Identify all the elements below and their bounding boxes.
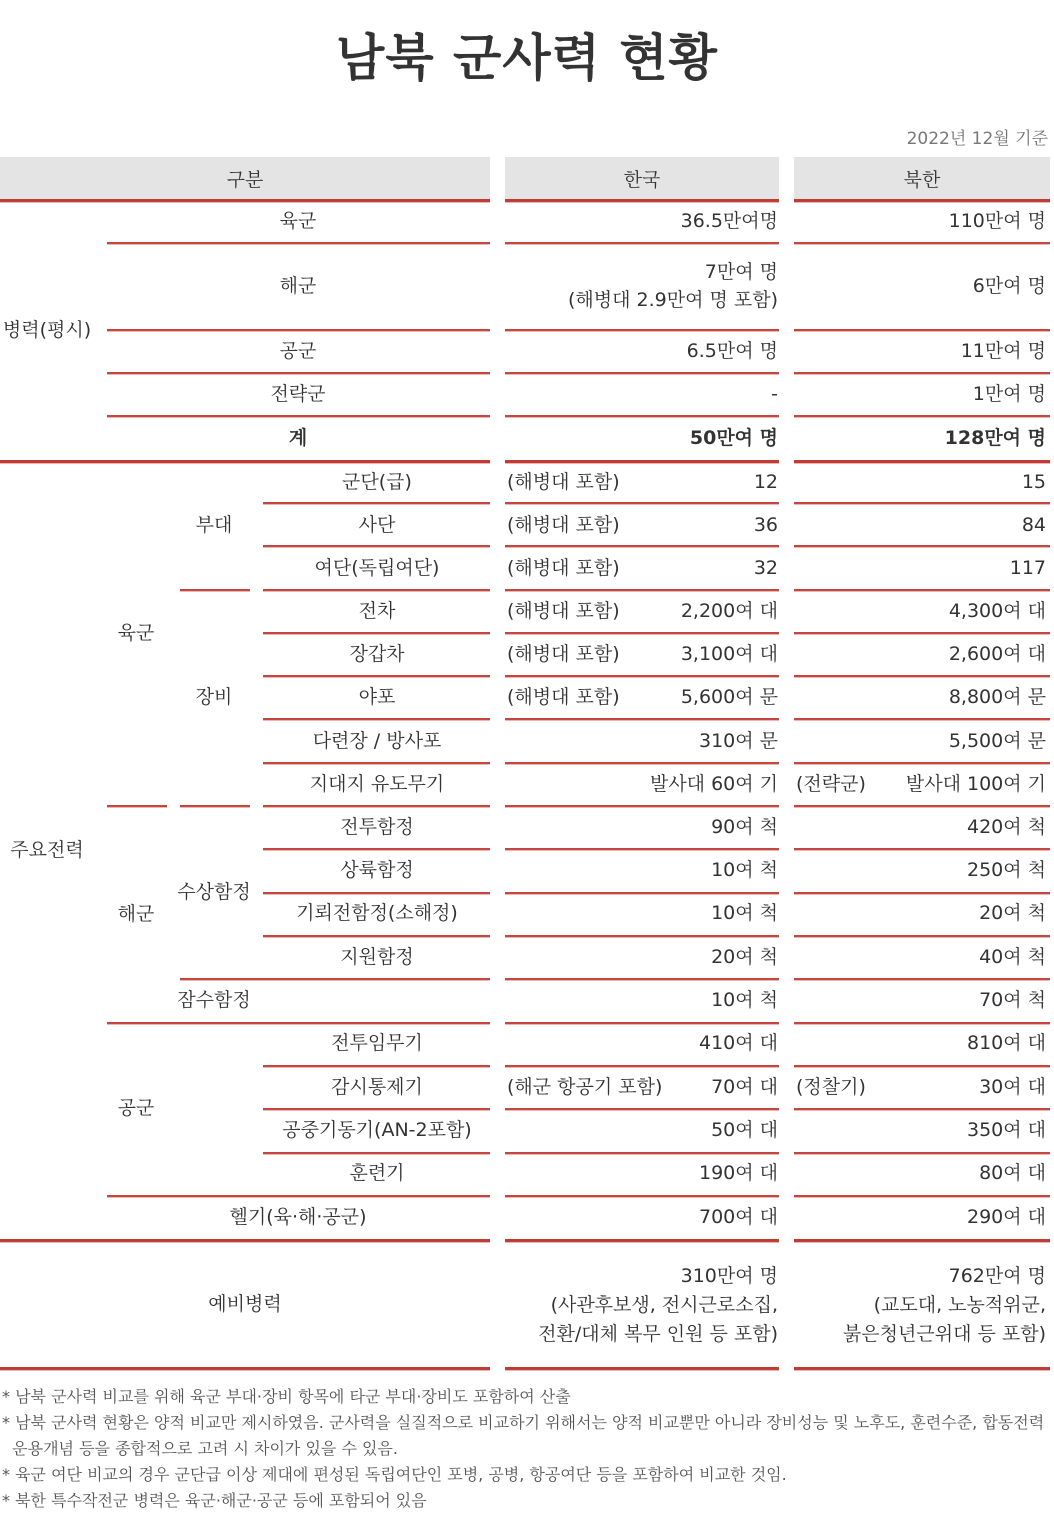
tank-north: 4,300여 대	[948, 600, 1046, 622]
landing-ship-north: 250여 척	[966, 859, 1046, 881]
surveillance-north: 30여 대	[979, 1076, 1046, 1098]
mine-ship-north: 20여 척	[979, 902, 1046, 924]
combat-ship-label: 전투함정	[340, 816, 414, 838]
landing-ship-south: 10여 척	[711, 859, 778, 881]
artillery-marine-note: (해병대 포함)	[507, 686, 620, 708]
mlrs-label: 다련장 / 방사포	[312, 730, 442, 752]
support-ship-south: 20여 척	[711, 946, 778, 968]
division-label: 사단	[358, 514, 396, 536]
forces-army-equipment-label: 장비	[195, 686, 233, 708]
mine-ship-south: 10여 척	[711, 902, 778, 924]
troops-airforce-label: 공군	[279, 340, 317, 362]
reserve-south-line3: 전환/대체 복무 인원 등 포함)	[538, 1323, 778, 1345]
tank-south: 2,200여 대	[680, 600, 778, 622]
apc-north: 2,600여 대	[948, 643, 1046, 665]
reserve-south-line1: 310만여 명	[680, 1265, 778, 1287]
surveillance-south: 70여 대	[711, 1076, 778, 1098]
troops-army-label: 육군	[279, 210, 317, 232]
troops-navy-south-line1: 7만여 명	[704, 261, 778, 283]
trainer-label: 훈련기	[349, 1162, 405, 1184]
reserve-north-line2: (교도대, 노농적위군,	[873, 1294, 1046, 1316]
trainer-north: 80여 대	[979, 1162, 1046, 1184]
header-south: 한국	[505, 157, 779, 199]
landing-ship-label: 상륙함정	[340, 859, 414, 881]
header-north: 북한	[794, 157, 1050, 199]
artillery-label: 야포	[358, 686, 396, 708]
artillery-north: 8,800여 문	[948, 686, 1046, 708]
corps-north: 15	[1021, 471, 1046, 493]
date-label: 2022년 12월 기준	[906, 129, 1048, 149]
troops-strategic-label: 전략군	[270, 383, 326, 405]
missile-north: 발사대 100여 기	[905, 773, 1046, 795]
troops-airforce-north: 11만여 명	[960, 340, 1046, 362]
footnote: * 남북 군사력 현황은 양적 비교만 제시하였음. 군사력을 실질적으로 비교하기 위해서는 양적 비교뿐만 아니라 장비성능 및 노후도, 훈련수준, 합동전력	[2, 1413, 1045, 1432]
surface-ships-label: 수상함정	[177, 881, 251, 903]
submarine-north: 70여 척	[979, 989, 1046, 1011]
mobility-north: 350여 대	[966, 1119, 1046, 1141]
reserve-label: 예비병력	[208, 1293, 282, 1315]
troops-navy-label: 해군	[279, 275, 317, 297]
apc-label: 장갑차	[349, 643, 405, 665]
mlrs-south: 310여 문	[698, 730, 778, 752]
footnote: 운용개념 등을 종합적으로 고려 시 차이가 있을 수 있음.	[2, 1439, 398, 1458]
mlrs-north: 5,500여 문	[948, 730, 1046, 752]
mine-ship-label: 기뢰전함정(소해정)	[296, 902, 458, 924]
reserve-south-line2: (사관후보생, 전시근로소집,	[550, 1294, 778, 1316]
apc-marine-note: (해병대 포함)	[507, 643, 620, 665]
division-north: 84	[1021, 514, 1046, 536]
division-marine-note: (해병대 포함)	[507, 514, 620, 536]
support-ship-north: 40여 척	[979, 946, 1046, 968]
submarine-south: 10여 척	[711, 989, 778, 1011]
troops-total-south: 50만여 명	[689, 427, 778, 449]
combat-ship-south: 90여 척	[711, 816, 778, 838]
artillery-south: 5,600여 문	[680, 686, 778, 708]
troops-army-south: 36.5만여명	[680, 210, 778, 232]
footnote: * 북한 특수작전군 병력은 육군·해군·공군 등에 포함되어 있음	[2, 1491, 427, 1510]
footnote: * 남북 군사력 비교를 위해 육군 부대·장비 항목에 타군 부대·장비도 포함하여 산출	[2, 1387, 571, 1406]
footnote: * 육군 여단 비교의 경우 군단급 이상 제대에 편성된 독립여단인 포병, 공병, 항공여단 등을 포함하여 비교한 것임.	[2, 1465, 787, 1484]
helicopter-north: 290여 대	[966, 1206, 1046, 1228]
reserve-north-line3: 붉은청년근위대 등 포함)	[842, 1323, 1046, 1345]
troops-strategic-north: 1만여 명	[972, 383, 1046, 405]
surveillance-south-note: (해군 항공기 포함)	[507, 1076, 663, 1098]
troops-total-label: 계	[288, 427, 308, 449]
header-category: 구분	[0, 157, 490, 199]
missile-north-note: (전략군)	[796, 773, 866, 795]
brigade-south: 32	[753, 557, 778, 579]
helicopter-south: 700여 대	[698, 1206, 778, 1228]
troops-navy-south-line2: (해병대 2.9만여 명 포함)	[568, 289, 778, 311]
troops-airforce-south: 6.5만여 명	[686, 340, 778, 362]
fighter-north: 810여 대	[966, 1032, 1046, 1054]
missile-south: 발사대 60여 기	[649, 773, 778, 795]
reserve-north-line1: 762만여 명	[948, 1265, 1046, 1287]
fighter-south: 410여 대	[698, 1032, 778, 1054]
submarine-label: 잠수함정	[177, 989, 251, 1011]
surveillance-label: 감시통제기	[331, 1076, 423, 1098]
troops-navy-north: 6만여 명	[972, 275, 1046, 297]
brigade-label: 여단(독립여단)	[314, 557, 440, 579]
helicopter-label: 헬기(육·해·공군)	[229, 1206, 367, 1228]
troops-total-north: 128만여 명	[944, 427, 1046, 449]
forces-label: 주요전력	[10, 839, 84, 861]
fighter-label: 전투임무기	[331, 1032, 423, 1054]
forces-army-label: 육군	[117, 622, 155, 644]
trainer-south: 190여 대	[698, 1162, 778, 1184]
combat-ship-north: 420여 척	[966, 816, 1046, 838]
mobility-label: 공중기동기(AN-2포함)	[282, 1119, 472, 1141]
corps-marine-note: (해병대 포함)	[507, 471, 620, 493]
forces-navy-label: 해군	[117, 903, 155, 925]
missile-label: 지대지 유도무기	[309, 773, 445, 795]
troops-army-north: 110만여 명	[948, 210, 1046, 232]
surveillance-north-note: (정찰기)	[796, 1076, 866, 1098]
corps-label: 군단(급)	[342, 471, 412, 493]
footnotes	[2, 1384, 1052, 1514]
support-ship-label: 지원함정	[340, 946, 414, 968]
forces-airforce-label: 공군	[117, 1097, 155, 1119]
corps-south: 12	[753, 471, 778, 493]
troops-strategic-south: -	[771, 383, 778, 405]
forces-army-units-label: 부대	[195, 514, 233, 536]
division-south: 36	[753, 514, 778, 536]
mobility-south: 50여 대	[711, 1119, 778, 1141]
brigade-marine-note: (해병대 포함)	[507, 557, 620, 579]
brigade-north: 117	[1009, 557, 1046, 579]
tank-label: 전차	[358, 600, 396, 622]
tank-marine-note: (해병대 포함)	[507, 600, 620, 622]
troops-label: 병력(평시)	[2, 319, 92, 341]
apc-south: 3,100여 대	[680, 643, 778, 665]
page-title: 남북 군사력 현황	[336, 29, 718, 87]
